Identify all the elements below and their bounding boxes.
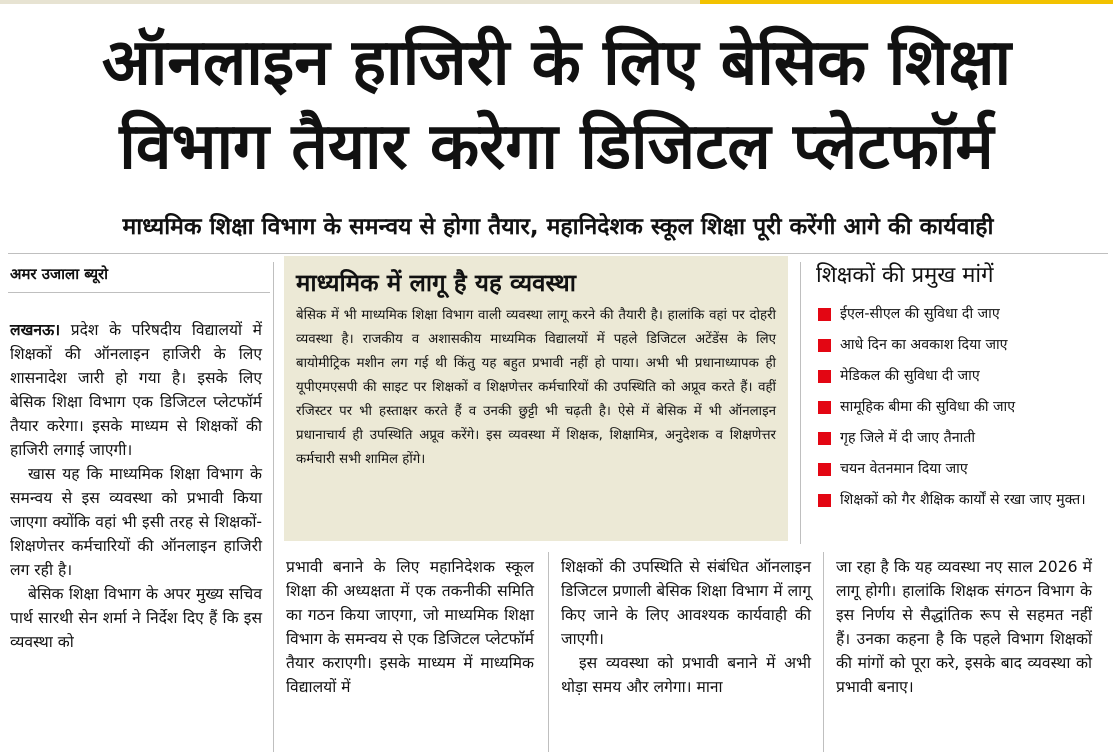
column-2-text: प्रभावी बनाने के लिए महानिदेशक स्कूल शिक्षा की अध्यक्षता में एक तकनीकी समिति का गठन किया जाएगा, जो माध्यमिक शिक्षा विभाग के समन्वय से एक डिजिटल प्लेटफॉर्म तैयार कराएगी। इसके माध्यम में माध्यमिक विद्यालयों में: [286, 558, 534, 696]
column-4-text: जा रहा है कि यह व्यवस्था नए साल 2026 में लागू होगी। हालांकि शिक्षक संगठन विभाग के इस निर्णय से सैद्धांतिक रूप से सहमत नहीं हैं। उनका कहना है कि पहले विभाग शिक्षकों की मांगों को पूरा करे, इसके बाद व्यवस्था को प्रभावी बनाए।: [836, 558, 1092, 696]
demand-item: शिक्षकों को गैर शैक्षिक कार्यों से रखा जाए मुक्त।: [810, 488, 1110, 513]
box-title: माध्यमिक में लागू है यह व्यवस्था: [296, 269, 576, 297]
top-accent-right: [700, 0, 1113, 4]
dateline: लखनऊ।: [10, 321, 61, 339]
headline-line-2: विभाग तैयार करेगा डिजिटल प्लेटफॉर्म: [119, 110, 994, 184]
demand-item: सामूहिक बीमा की सुविधा की जाए: [810, 395, 1110, 420]
demands-title: शिक्षकों की प्रमुख मांगें: [816, 263, 994, 288]
red-square-bullet-icon: [818, 494, 831, 507]
column-divider-1: [273, 262, 274, 752]
column-1-paragraph-1-text: प्रदेश के परिषदीय विद्यालयों में शिक्षकों की ऑनलाइन हाजिरी के लिए शासनादेश जारी हो गया है। इसके लिए बेसिक शिक्षा विभाग एक डिजिटल प्लेटफॉर्म तैयार करेगा। इसके माध्यम से शिक्षकों की हाजिरी लगाई जाएगी।: [10, 321, 262, 459]
demand-item: ईएल-सीएल की सुविधा दी जाए: [810, 302, 1110, 327]
column-3-paragraph-1: शिक्षकों की उपस्थिति से संबंधित ऑनलाइन डिजिटल प्रणाली बेसिक शिक्षा विभाग में लागू किए जाने के लिए आवश्यक कार्यवाही की जाएगी।: [561, 558, 811, 648]
sidebar-box: [284, 256, 788, 541]
red-square-bullet-icon: [818, 370, 831, 383]
demand-item: चयन वेतनमान दिया जाए: [810, 457, 1110, 482]
box-text: बेसिक में भी माध्यमिक शिक्षा विभाग वाली व्यवस्था लागू करने की तैयारी है। हालांकि वहां पर दोहरी व्यवस्था है। राजकीय व अशासकीय माध्यमिक विद्यालयों में पहले डिजिटल अटेंडेंस के लिए बायोमीट्रिक मशीन लग गई थी किंतु यह बहुत प्रभावी नहीं हो पाया। अभी भी प्रधानाध्यापक ही यूपीएमएसपी की साइट पर शिक्षकों व शिक्षणेत्तर कर्मचारियों की उपस्थिति को अप्रूव करते हैं। वहीं रजिस्टर पर भी हस्ताक्षर करते हैं व उनकी छुट्टी भी चढ़ती है। ऐसे में बेसिक में भी ऑनलाइन प्रधानाचार्य ही उपस्थिति अप्रूव करेंगे। इस व्यवस्था में शिक्षक, शिक्षामित्र, अनुदेशक व शिक्षणेत्तर कर्मचारी सभी शामिल होंगे।: [296, 308, 776, 467]
article-column-3: [561, 555, 811, 699]
top-accent-bar: [0, 0, 1113, 6]
red-square-bullet-icon: [818, 463, 831, 476]
column-divider-3: [823, 552, 824, 752]
demand-item: गृह जिले में दी जाए तैनाती: [810, 426, 1110, 451]
demand-item: आधे दिन का अवकाश दिया जाए: [810, 333, 1110, 358]
demand-item: मेडिकल की सुविधा दी जाए: [810, 364, 1110, 389]
article-column-2: [286, 555, 534, 699]
column-1-paragraph-1: [10, 318, 262, 462]
red-square-bullet-icon: [818, 308, 831, 321]
column-1-paragraph-2: खास यह कि माध्यमिक शिक्षा विभाग के समन्वय से इस व्यवस्था को प्रभावी किया जाएगा क्योंकि वहां भी इसी तरह से शिक्षकों-शिक्षणेत्तर कर्मचारियों की ऑनलाइन हाजिरी लग रही है।: [10, 465, 262, 579]
red-square-bullet-icon: [818, 401, 831, 414]
article-column-1: [10, 318, 262, 654]
column-divider-2: [548, 552, 549, 752]
byline: अमर उजाला ब्यूरो: [10, 265, 109, 283]
byline-divider: [8, 292, 270, 293]
headline-line-1: ऑनलाइन हाजिरी के लिए बेसिक शिक्षा: [101, 26, 1012, 100]
article-column-4: [836, 555, 1092, 699]
red-square-bullet-icon: [818, 339, 831, 352]
deck-subheadline: माध्यमिक शिक्षा विभाग के समन्वय से होगा तैयार, महानिदेशक स्कूल शिक्षा पूरी करेंगी आगे की कार्यवाही: [122, 214, 994, 240]
column-3-paragraph-2: इस व्यवस्था को प्रभावी बनाने में अभी थोड़ा समय और लगेगा। माना: [561, 654, 811, 696]
box-right-divider: [800, 262, 801, 544]
top-accent-left: [0, 0, 700, 4]
demands-panel: [810, 256, 1110, 513]
deck-divider: [8, 253, 1108, 254]
red-square-bullet-icon: [818, 432, 831, 445]
column-1-paragraph-3: बेसिक शिक्षा विभाग के अपर मुख्य सचिव पार्थ सारथी सेन शर्मा ने निर्देश दिए हैं कि इस व्यवस्था को: [10, 585, 262, 651]
